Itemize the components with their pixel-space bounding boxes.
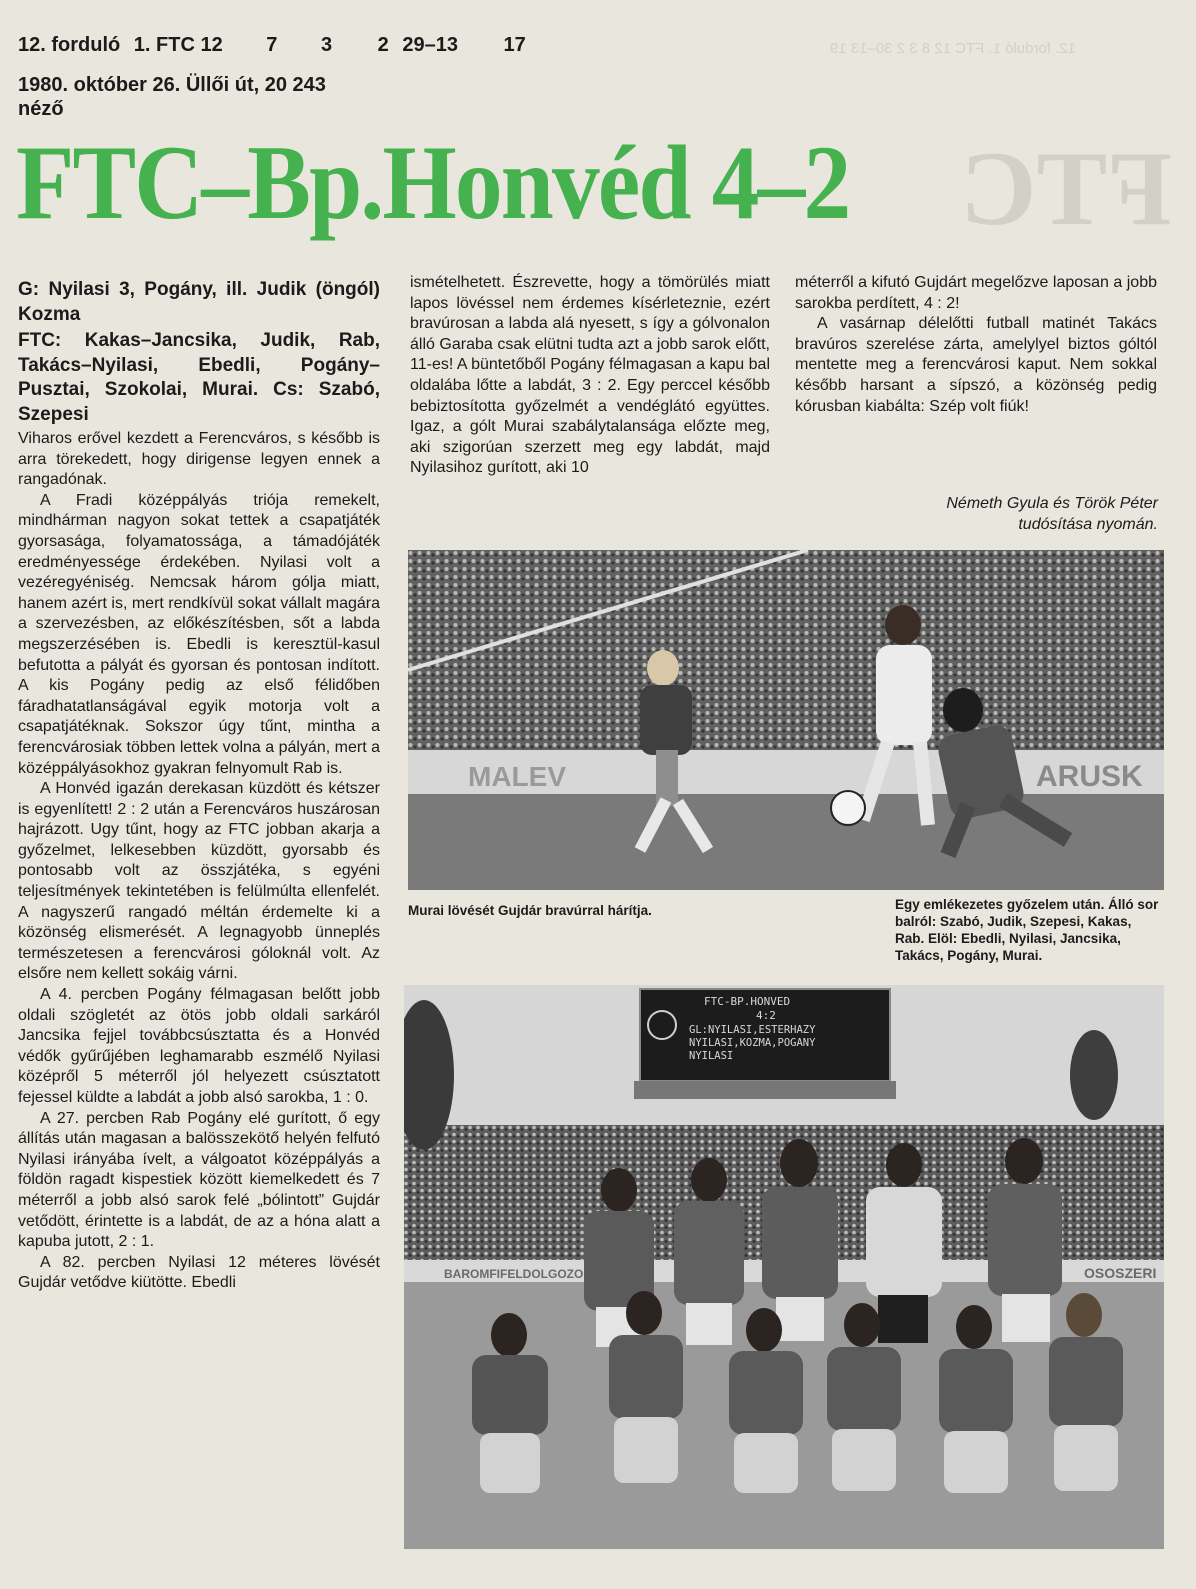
baromfi-banner: BAROMFIFELDOLGOZO [444,1267,584,1281]
scoreboard-title: FTC-BP.HONVED [704,995,791,1008]
table-draws: 3 [320,34,333,56]
bleed-through-headline: FTC [960,130,1172,247]
goal-scorers: G: Nyilasi 3, Pogány, ill. Judik (öngól) Kozma [18,279,380,325]
article-paragraph: Viharos erővel kezdett a Ferencváros, s később is arra törekedett, hogy dirigense legyen ennek a rangadónak. [18,430,380,489]
scoreboard-scorers-1: GL:NYILASI,ESTERHAZY [689,1024,816,1036]
scoreboard-score: 4:2 [756,1009,776,1022]
bleed-through-text: 12. forduló 1. FTC 12 8 3 2 30–13 19 [830,40,1076,57]
author-signature [800,493,1158,535]
malev-banner: MALEV [468,761,566,792]
table-points: 17 [503,34,526,56]
author-names: Németh Gyula és Török Péter [946,495,1158,512]
article-paragraph: A 27. percben Rab Pogány elé gurított, ő egy állítás után magasan a balösszekötő helyén felfutó Nyilasi irányába ívelt, a válgoatot középpályás a földön ragadt kispestiek között kiemelkedett és 7 méterről a jobb alsó sarok felé „bólintott” Gujdár vetődött, érintette is a labdát, de az a hóna alatt a kapuba jutott, 2 : 1. [18,1109,380,1251]
round-label: 12. forduló [18,34,121,56]
arusk-banner: ARUSK [1036,760,1143,793]
article-paragraph: A 4. percben Pogány félmagasan belőtt jobb oldali szögletét az ötös jobb oldali sarkáról Jancsika fejjel továbbcsúsztatta és a Honvéd védők gyűrűjében leghamarabb eszmélő Nyilasi középről 5 méterről jól helyezett csúsztatott fejessel küldte a labdát a jobb alsó sarokba, 1 : 0. [18,986,380,1106]
attendance-label: néző [18,98,64,120]
round-table-row [18,34,526,57]
author-credit: tudósítása nyomán. [1018,516,1158,533]
article-column-2 [410,273,770,479]
ososzeri-banner: OSOSZERI [1084,1265,1157,1281]
headline: FTC–Bp.Honvéd 4–2 [16,124,850,241]
article-paragraph: A Fradi középpályás triója remekelt, mindhárman nagyon sokat tettek a csapatjáték gyorsasága, folyamatossága, a támadójáték eredményessége érdekében. Nyilasi volt a vezéregyéniség. Nemcsak három gólja miatt, hanem azért is, mert rendkívül sokat vállalt magára a szervezésben, az előkészítésben, sőt a labda megszerzésében is. Ebedli is keresztül-kasul befutotta a pályát és gyorsan és pontosan indított. A kis Pogány pedig az első félidőben fáradhatatlanságával egyik motorja volt a csapatjátéknak. Sokszor úgy tűnt, mintha a ferencvárosiak többen lettek volna a pályán, mert a középpályásokhoz gyakran felnyomult Rab is. [18,491,380,777]
article-paragraph: A vasárnap délelőtti futball matinét Takács bravúros szerelése zárta, amelylyel biztos góltól mentette meg a ferencvárosi kaput. Nem sokkal később harsant a sípszó, a közönség pedig kórusban kiabálta: Szép volt fiúk! [795,315,1157,415]
table-goals: 29–13 [402,34,458,56]
photo1-caption: Murai lövését Gujdár bravúrral hárítja. [408,903,652,918]
article-paragraph: A 82. percben Nyilasi 12 méteres lövését Gujdár vetődve kiütötte. Ebedli [18,1253,380,1292]
photo2-caption: Egy emlékezetes győzelem után. Álló sor balról: Szabó, Judik, Szepesi, Kakas, Rab. Elöl: Ebedli, Nyilasi, Jancsika, Takács, Pogány, Murai. [895,897,1159,963]
article-paragraph: A Honvéd igazán derekasan küzdött és kétszer is egyenlített! 2 : 2 után a Ferencváros huszárosan hajrázott. Ugy tűnt, hogy az FTC jobban akarja a győzelmet, lelkesebben küzdött, gyorsabb és pontosabb volt az összjátéka, s egyéni teljesítmények tekintetében is felülmúlta ellenfelét. A nagyszerű rangadó méltán érdemelte ki a közönség elismerését. A legnagyobb ünneplés természetesen a ferencvárosi góloknál volt. Az elsőre nem kellett sokáig várni. [18,780,380,983]
article-column-1 [18,278,380,1294]
tree-right [1070,1030,1118,1120]
article-column-3 [795,273,1157,417]
article-paragraph: méterről a kifutó Gujdárt megelőzve laposan a jobb sarokba perdített, 4 : 2! [795,274,1157,312]
match-action-image [408,550,1164,890]
team-lineup: FTC: Kakas–Jancsika, Judik, Rab, Takács–Nyilasi, Ebedli, Pogány–Pusztai, Szokolai, Murai. Cs: Szabó, Szepesi [18,330,380,425]
scoreboard-scorers-3: NYILASI [689,1050,734,1062]
team-photo [404,985,1164,1549]
scoreboard-scorers-2: NYILASI,KOZMA,POGANY [689,1037,816,1049]
match-action-photo [408,550,1164,890]
table-losses: 2 [377,34,389,56]
table-wins: 7 [266,34,278,56]
date-venue: 1980. október 26. Üllői út, 20 243 [18,74,326,96]
team-photo-image [404,985,1164,1549]
article-paragraph: ismételhetett. Észrevette, hogy a tömörülés miatt lapos lövéssel nem érdemes kísérleteznie, ezért bravúrosan a labda alá nyesett, s így a gólvonalon álló Garaba csak elütni tudta azt a jobb sarok előtt, 11-es! A büntetőből Pogány félmagasan a kapu bal oldalába lőtte a labdát, 3 : 2. Egy perccel később bebiztosította győzelmét a vendéglátó együttes. Igaz, a gólt Murai szabálytalansága előzte meg, aki szigorúan szerzett meg egy labdát, majd Nyilasihoz gurított, aki 10 [410,274,770,477]
table-team: 1. FTC 12 [133,34,223,56]
football-icon [831,791,865,825]
